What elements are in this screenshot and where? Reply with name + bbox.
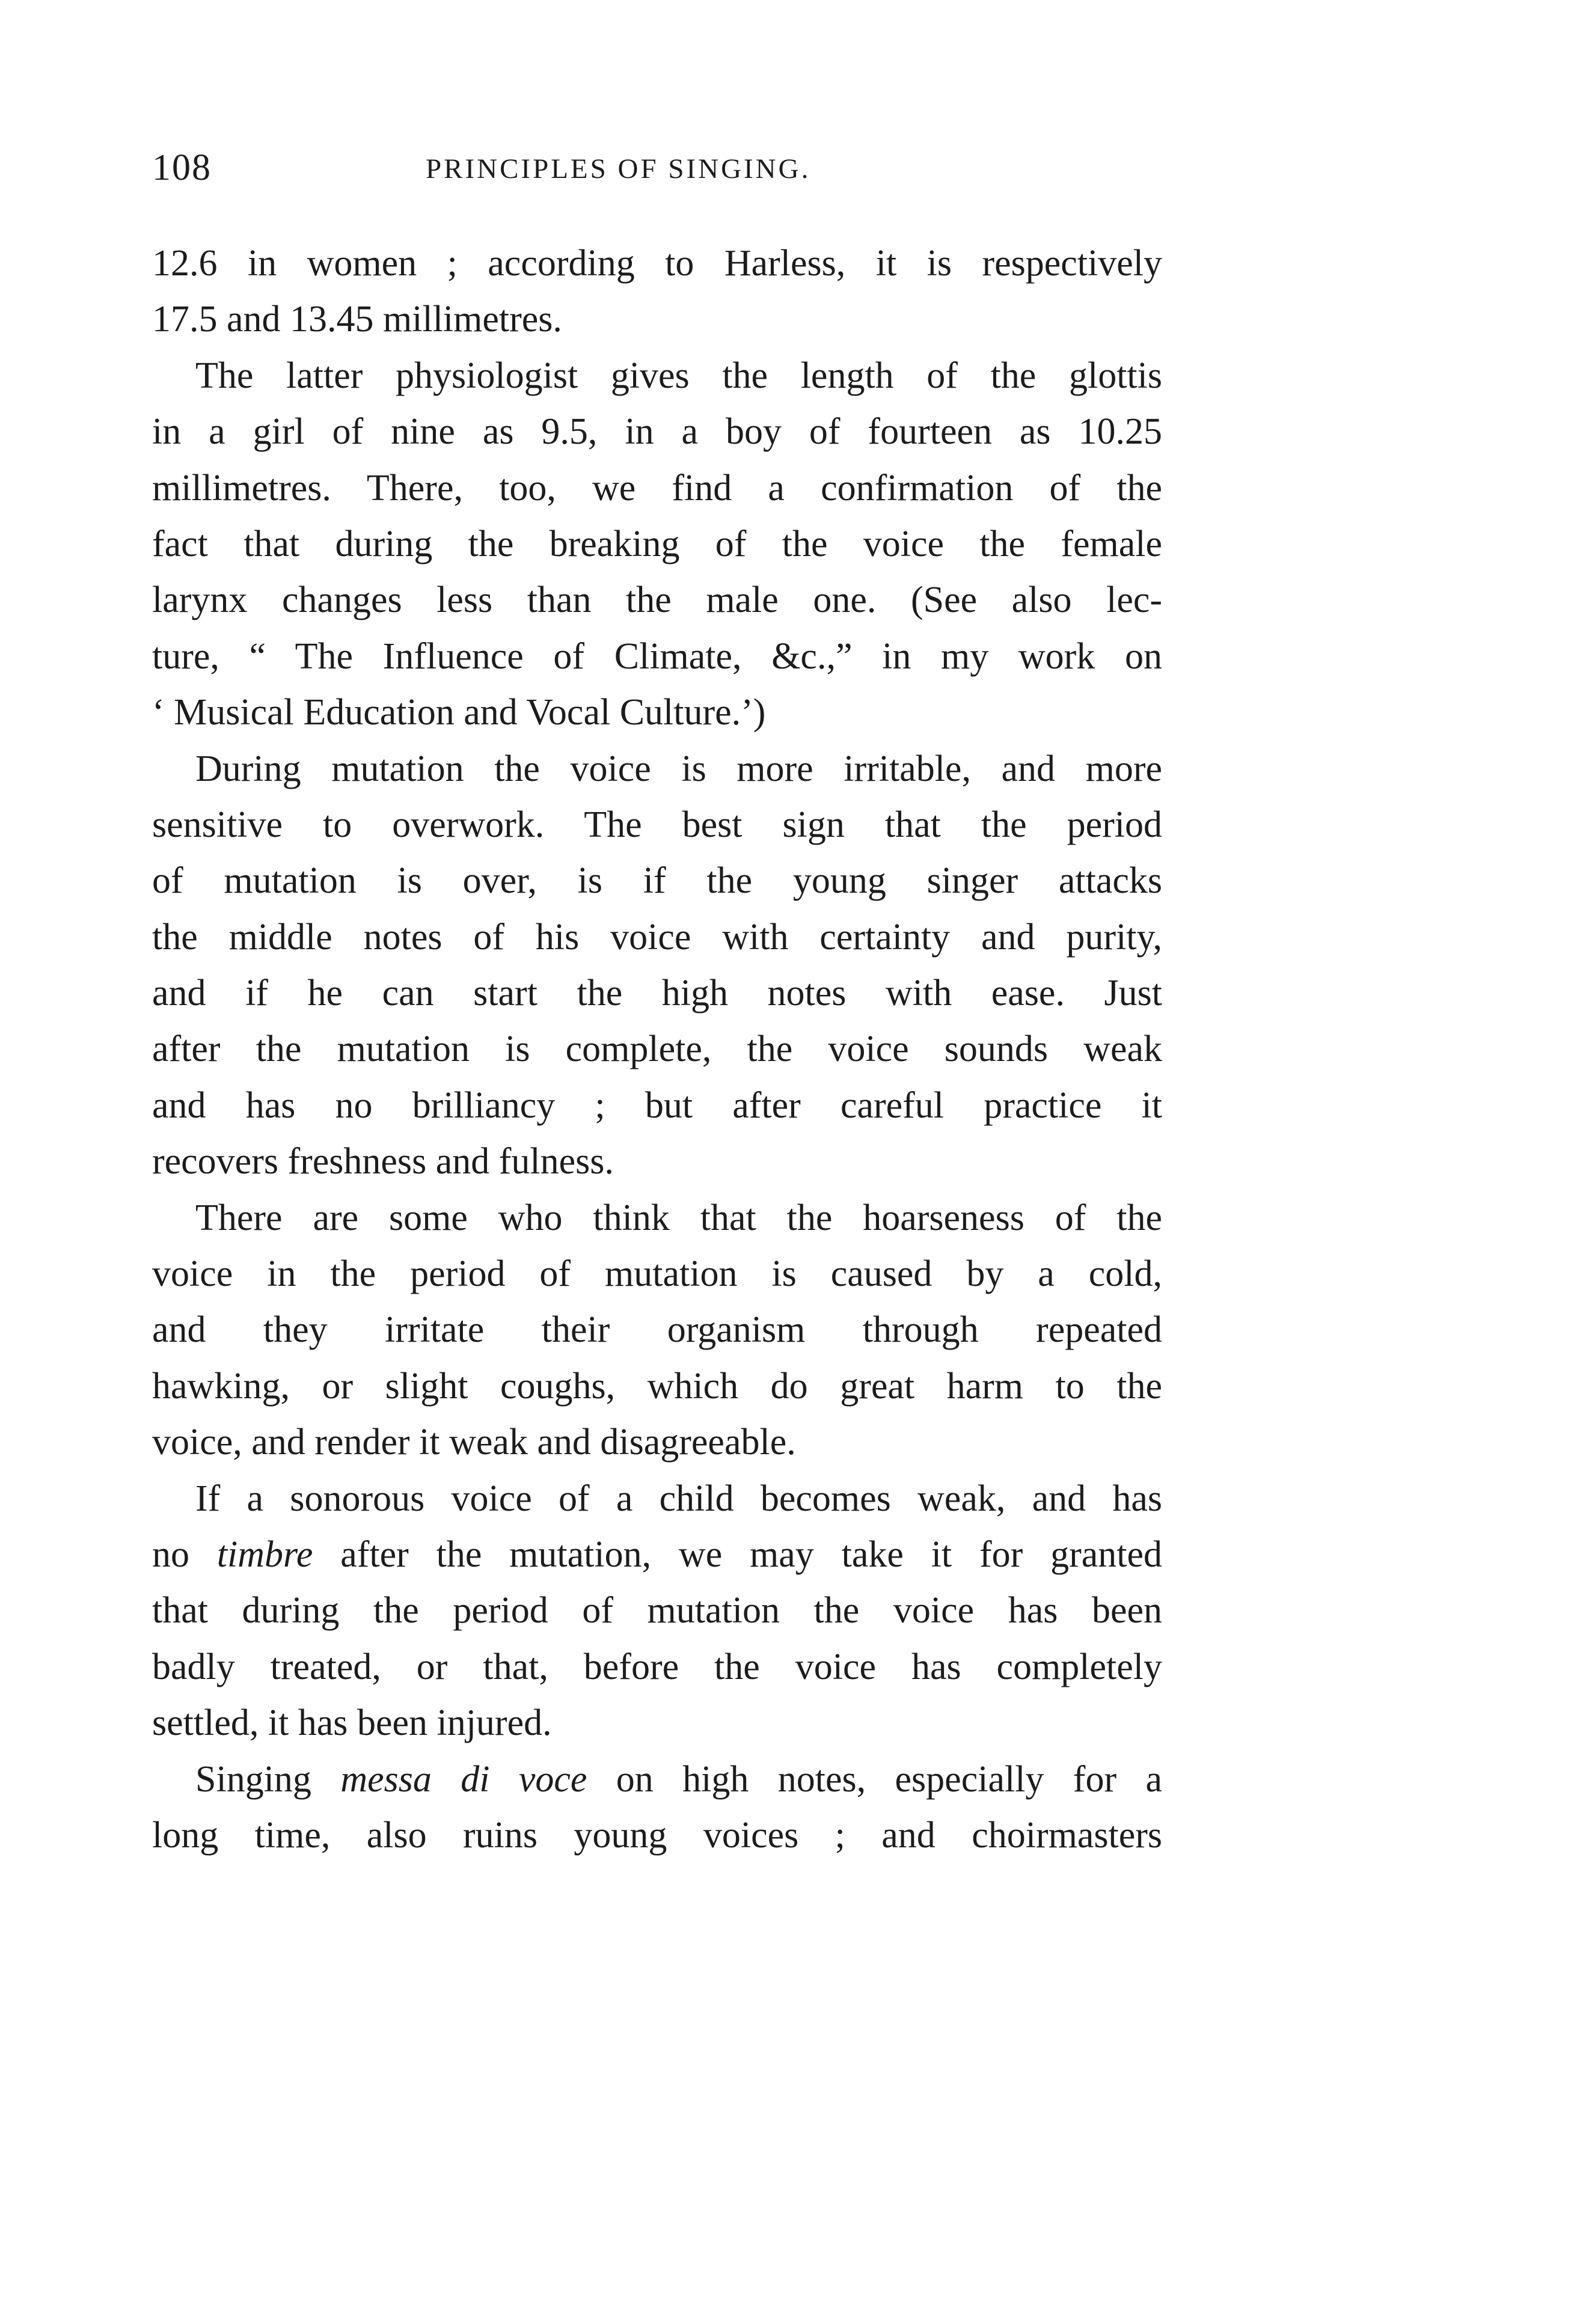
text-run: no xyxy=(152,1534,217,1575)
text-line: The latter physiologist gives the length of the glottis xyxy=(195,355,1162,396)
running-head: PRINCIPLES OF SINGING. xyxy=(426,153,811,185)
body-text xyxy=(152,236,1162,1864)
text-run: after the mutation, we may take it for granted xyxy=(313,1534,1162,1575)
text-line: ture, “ The Influence of Climate, &c.,” in my work on xyxy=(152,635,1162,677)
text-line: of mutation is over, is if the young singer attacks xyxy=(152,860,1162,902)
text-line: in a girl of nine as 9.5, in a boy of fourteen as 10.25 xyxy=(152,411,1162,453)
text-line: long time, also ruins young voices ; and choirmasters xyxy=(152,1814,1162,1856)
text-run: Singing xyxy=(195,1758,341,1800)
text-line: recovers freshness and fulness. xyxy=(152,1141,614,1182)
text-line: fact that during the breaking of the voice the female xyxy=(152,523,1162,564)
text-line: There are some who think that the hoarseness of the xyxy=(195,1197,1162,1238)
page-header xyxy=(152,147,1162,195)
page-number: 108 xyxy=(152,147,212,188)
text-line: larynx changes less than the male one. (See also lec- xyxy=(152,579,1162,621)
text-line: and they irritate their organism through repeated xyxy=(152,1309,1162,1351)
text-line: During mutation the voice is more irritable, and more xyxy=(195,748,1162,789)
italic-term: timbre xyxy=(216,1534,313,1575)
text-line: sensitive to overwork. The best sign that the period xyxy=(152,804,1162,845)
text-line: that during the period of mutation the voice has been xyxy=(152,1590,1162,1631)
text-line: settled, it has been injured. xyxy=(152,1702,552,1744)
text-line xyxy=(152,1527,1162,1583)
italic-term: messa di voce xyxy=(340,1758,587,1800)
text-run: on high notes, especially for a xyxy=(587,1758,1162,1800)
text-line: millimetres. There, too, we find a confirmation of the xyxy=(152,467,1162,509)
text-line: badly treated, or that, before the voice has completely xyxy=(152,1646,1162,1687)
text-line: 17.5 and 13.45 millimetres. xyxy=(152,299,562,340)
text-line: voice, and render it weak and disagreeable. xyxy=(152,1422,796,1463)
text-line: 12.6 in women ; according to Harless, it is respectively xyxy=(152,243,1162,284)
text-line: If a sonorous voice of a child becomes weak, and has xyxy=(195,1478,1162,1519)
text-line xyxy=(152,1752,1162,1808)
text-line: the middle notes of his voice with certainty and purity, xyxy=(152,916,1162,958)
text-line: ‘ Musical Education and Vocal Culture.’) xyxy=(152,692,766,733)
text-line: hawking, or slight coughs, which do great harm to the xyxy=(152,1365,1162,1407)
text-line: and if he can start the high notes with ease. Just xyxy=(152,973,1162,1014)
text-line: after the mutation is complete, the voice sounds weak xyxy=(152,1029,1162,1070)
text-line: and has no brilliancy ; but after careful practice it xyxy=(152,1084,1162,1126)
text-line: voice in the period of mutation is caused by a cold, xyxy=(152,1253,1162,1295)
